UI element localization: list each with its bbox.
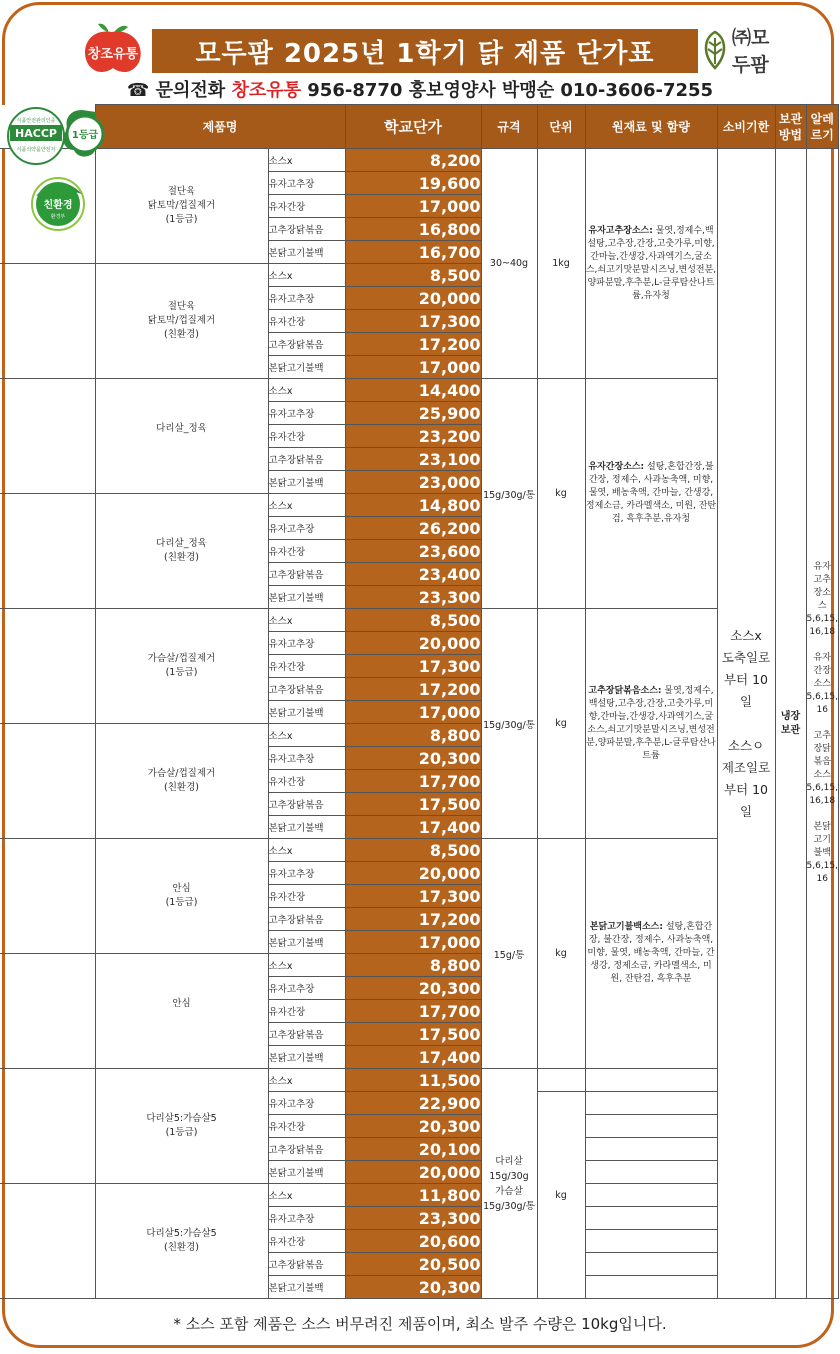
ingredient-cell: 유자간장소스: 설탕,혼합간장,불간장, 정제수, 사과농축액, 미향, 물엿, 배농축액, 간마늘, 간생강, 정제소금, 카라멜색소, 미원, 잔탄검, 흑후추분,유자청	[585, 379, 717, 609]
sauce-option: 본닭고기불백	[268, 241, 345, 264]
ingredient-blank	[585, 1115, 717, 1138]
allergy-cell: 유자 고추 장소 스 5,6,15, 16,18 유자 간장 소스 5,6,15, 16 고추 장닭 볶음 소스 5,6,15, 16,18 본닭 고기 불백 5,6,15, 16	[806, 149, 839, 1299]
school-price: 23,100	[345, 448, 481, 471]
sauce-option: 유자간장	[268, 540, 345, 563]
contact-phone: 956-8770	[307, 80, 403, 101]
unit-cell: 1kg	[537, 149, 585, 379]
ingredient-blank	[585, 1207, 717, 1230]
col-header-price: 학교단가	[345, 105, 481, 149]
sauce-option: 고추장닭볶음	[268, 1023, 345, 1046]
school-price: 23,300	[345, 586, 481, 609]
sauce-option: 본닭고기불백	[268, 701, 345, 724]
school-price: 19,600	[345, 172, 481, 195]
school-price: 8,500	[345, 609, 481, 632]
ingredient-cell: 유자고추장소스: 물엿,정제수,백설탕,고추장,간장,고춧가루,미향,간마늘,간생강,사과엑기스,굴소스,쇠고기맛분말시즈닝,변성전분,양파분말,후추분,L-글루탐산나트륨,유자청	[585, 149, 717, 379]
sauce-option: 유자고추장	[268, 977, 345, 1000]
school-price: 23,300	[345, 1207, 481, 1230]
sauce-option: 유자고추장	[268, 632, 345, 655]
sauce-option: 유자고추장	[268, 1092, 345, 1115]
sauce-option: 고추장닭볶음	[268, 218, 345, 241]
contact-line	[0, 80, 840, 102]
school-price: 16,700	[345, 241, 481, 264]
school-price: 11,800	[345, 1184, 481, 1207]
school-price: 17,000	[345, 195, 481, 218]
ingredient-blank	[585, 1184, 717, 1207]
school-price: 17,500	[345, 1023, 481, 1046]
school-price: 17,400	[345, 816, 481, 839]
table-row	[0, 1069, 839, 1092]
school-price: 26,200	[345, 517, 481, 540]
school-price: 16,800	[345, 218, 481, 241]
row-spacer	[0, 1069, 95, 1184]
page-title: 모두팜 2025년 1학기 닭 제품 단가표	[152, 29, 698, 73]
ingredient-blank	[585, 1253, 717, 1276]
ingredient-blank	[585, 1230, 717, 1253]
col-header-shelf: 소비기한	[717, 105, 775, 149]
contact-company: 창조유통	[231, 80, 301, 101]
unit-cell: kg	[537, 839, 585, 1069]
unit-cell-blank	[537, 1069, 585, 1092]
ingredient-blank	[585, 1069, 717, 1092]
spec-cell: 다리살 15g/30g 가슴살 15g/30g/통	[481, 1069, 537, 1299]
sauce-option: 유자간장	[268, 770, 345, 793]
school-price: 23,000	[345, 471, 481, 494]
school-price: 8,500	[345, 264, 481, 287]
sauce-option: 유자간장	[268, 1000, 345, 1023]
changjo-logo	[78, 20, 148, 76]
sauce-option: 소스x	[268, 494, 345, 517]
ingredient-blank	[585, 1138, 717, 1161]
product-name: 안심 (1등급)	[95, 839, 268, 954]
sauce-option: 고추장닭볶음	[268, 563, 345, 586]
col-header-spec: 규격	[481, 105, 537, 149]
ingredient-blank	[585, 1092, 717, 1115]
school-price: 17,700	[345, 1000, 481, 1023]
table-row	[0, 1184, 839, 1207]
school-price: 20,500	[345, 1253, 481, 1276]
product-name: 다리살_정육	[95, 379, 268, 494]
product-name: 가슴살/껍질제거 (1등급)	[95, 609, 268, 724]
row-spacer	[0, 724, 95, 839]
sauce-option: 본닭고기불백	[268, 471, 345, 494]
ingredient-cell: 본닭고기불백소스: 설탕,혼합간장, 불간장, 정제수, 사과농축액, 미향, 물엿, 배농축액, 간마늘, 간생강, 정제소금, 카라멜색소, 미원, 잔탄검, 흑후추분	[585, 839, 717, 1069]
school-price: 20,600	[345, 1230, 481, 1253]
school-price: 23,200	[345, 425, 481, 448]
table-row	[0, 609, 839, 632]
row-spacer	[0, 379, 95, 494]
ingredient-blank	[585, 1161, 717, 1184]
sauce-option: 유자간장	[268, 195, 345, 218]
product-name: 절단육 닭토막/껍질제거 (친환경)	[95, 264, 268, 379]
product-name: 다리살5:가슴살5 (1등급)	[95, 1069, 268, 1184]
school-price: 20,300	[345, 1276, 481, 1299]
school-price: 17,700	[345, 770, 481, 793]
product-name: 절단육 닭토막/껍질제거 (1등급)	[95, 149, 268, 264]
product-name: 다리살5:가슴살5 (친환경)	[95, 1184, 268, 1299]
school-price: 11,500	[345, 1069, 481, 1092]
sauce-option: 고추장닭볶음	[268, 908, 345, 931]
sauce-option: 소스x	[268, 609, 345, 632]
row-spacer	[0, 494, 95, 609]
sauce-option: 소스x	[268, 1184, 345, 1207]
school-price: 17,200	[345, 333, 481, 356]
sauce-option: 유자고추장	[268, 862, 345, 885]
spec-cell: 15g/30g/통	[481, 379, 537, 609]
sauce-option: 고추장닭볶음	[268, 1138, 345, 1161]
row-spacer	[0, 839, 95, 954]
haccp-top-text: 식품안전관리인증	[16, 118, 56, 124]
school-price: 20,300	[345, 747, 481, 770]
ingredient-blank	[585, 1276, 717, 1299]
sauce-option: 본닭고기불백	[268, 586, 345, 609]
school-price: 17,500	[345, 793, 481, 816]
sauce-option: 고추장닭볶음	[268, 1253, 345, 1276]
product-name: 안심	[95, 954, 268, 1069]
school-price: 8,500	[345, 839, 481, 862]
contact-sales: 홍보영양사 박맹순 010-3606-7255	[408, 80, 714, 101]
school-price: 17,000	[345, 701, 481, 724]
sauce-option: 유자간장	[268, 310, 345, 333]
school-price: 17,000	[345, 931, 481, 954]
storage-cell: 냉장 보관	[775, 149, 806, 1299]
school-price: 22,900	[345, 1092, 481, 1115]
school-price: 20,000	[345, 287, 481, 310]
school-price: 20,300	[345, 977, 481, 1000]
shelf-life-cell: 소스x 도축일로 부터 10 일 소스ㅇ 제조일로 부터 10 일	[717, 149, 775, 1299]
sauce-option: 유자간장	[268, 1230, 345, 1253]
school-price: 17,000	[345, 356, 481, 379]
school-price: 23,400	[345, 563, 481, 586]
school-price: 8,800	[345, 724, 481, 747]
sauce-option: 본닭고기불백	[268, 931, 345, 954]
sauce-option: 소스x	[268, 724, 345, 747]
haccp-text: HACCP	[15, 127, 57, 140]
spec-cell: 15g/통	[481, 839, 537, 1069]
row-spacer	[0, 1184, 95, 1299]
sauce-option: 고추장닭볶음	[268, 333, 345, 356]
row-spacer	[0, 954, 95, 1069]
sauce-option: 유자간장	[268, 655, 345, 678]
sauce-option: 고추장닭볶음	[268, 678, 345, 701]
sauce-option: 유자고추장	[268, 747, 345, 770]
col-header-allergy: 알레 르기	[806, 105, 839, 149]
school-price: 17,400	[345, 1046, 481, 1069]
table-header-row	[0, 105, 839, 149]
col-header-unit: 단위	[537, 105, 585, 149]
unit-cell: kg	[537, 1092, 585, 1299]
school-price: 20,000	[345, 862, 481, 885]
col-header-ingredients: 원재료 및 함량	[585, 105, 717, 149]
school-price: 14,400	[345, 379, 481, 402]
eco-badge-text: 친환경	[43, 200, 73, 211]
school-price: 23,600	[345, 540, 481, 563]
sauce-option: 유자간장	[268, 1115, 345, 1138]
table-body	[0, 149, 839, 1299]
product-name: 가슴살/껍질제거 (친환경)	[95, 724, 268, 839]
certification-badges	[0, 104, 99, 294]
eco-badge-sub: 환경부	[50, 214, 66, 220]
sauce-option: 유자간장	[268, 425, 345, 448]
haccp-bottom-text: 식품의약품안전처	[16, 147, 56, 153]
sauce-option: 소스x	[268, 264, 345, 287]
sauce-option: 고추장닭볶음	[268, 448, 345, 471]
row-spacer	[0, 609, 95, 724]
sauce-option: 유자간장	[268, 885, 345, 908]
spec-cell: 15g/30g/통	[481, 609, 537, 839]
sauce-option: 유자고추장	[268, 402, 345, 425]
school-price: 17,200	[345, 678, 481, 701]
leaf-seal-icon	[700, 30, 730, 70]
sauce-option: 유자고추장	[268, 1207, 345, 1230]
col-header-name: 제품명	[95, 105, 345, 149]
table-row	[0, 379, 839, 402]
ingredient-cell: 고추장닭볶음소스: 물엿,정제수,백설탕,고추장,간장,고춧가루,미향,간마늘,간생강,사과엑기스,굴소스,쇠고기맛분말시즈닝,변성전분,양파분말,후추분,L-글루탐산나트륨	[585, 609, 717, 839]
school-price: 8,800	[345, 954, 481, 977]
school-price: 17,200	[345, 908, 481, 931]
col-header-storage: 보관 방법	[775, 105, 806, 149]
sauce-option: 본닭고기불백	[268, 1161, 345, 1184]
sauce-option: 소스x	[268, 1069, 345, 1092]
sauce-option: 유자고추장	[268, 287, 345, 310]
sauce-option: 고추장닭볶음	[268, 793, 345, 816]
spec-cell: 30~40g	[481, 149, 537, 379]
school-price: 17,300	[345, 885, 481, 908]
school-price: 20,000	[345, 1161, 481, 1184]
school-price: 17,300	[345, 655, 481, 678]
sauce-option: 유자고추장	[268, 517, 345, 540]
sauce-option: 본닭고기불백	[268, 1276, 345, 1299]
school-price: 25,900	[345, 402, 481, 425]
unit-cell: kg	[537, 379, 585, 609]
school-price: 20,000	[345, 632, 481, 655]
sauce-option: 본닭고기불백	[268, 356, 345, 379]
price-table	[0, 104, 839, 1299]
sauce-option: 유자고추장	[268, 172, 345, 195]
table-row	[0, 839, 839, 862]
school-price: 17,300	[345, 310, 481, 333]
product-name: 다리살_정육 (친환경)	[95, 494, 268, 609]
sauce-option: 소스x	[268, 149, 345, 172]
logo-right-text: ㈜모두팜	[732, 27, 770, 76]
sauce-option: 본닭고기불백	[268, 816, 345, 839]
school-price: 14,800	[345, 494, 481, 517]
sauce-option: 소스x	[268, 839, 345, 862]
table-row	[0, 149, 839, 172]
unit-cell: kg	[537, 609, 585, 839]
school-price: 20,100	[345, 1138, 481, 1161]
footer-note: * 소스 포함 제품은 소스 버무려진 제품이며, 최소 발주 수량은 10kg입니다.	[173, 1315, 667, 1333]
school-price: 8,200	[345, 149, 481, 172]
grade-badge-text: 1등급	[71, 130, 99, 141]
logo-left-text: 창조유통	[87, 47, 139, 62]
sauce-option: 소스x	[268, 954, 345, 977]
school-price: 20,300	[345, 1115, 481, 1138]
contact-prefix: ☎ 문의전화	[126, 80, 226, 101]
modufarm-logo	[700, 20, 780, 80]
sauce-option: 소스x	[268, 379, 345, 402]
sauce-option: 본닭고기불백	[268, 1046, 345, 1069]
